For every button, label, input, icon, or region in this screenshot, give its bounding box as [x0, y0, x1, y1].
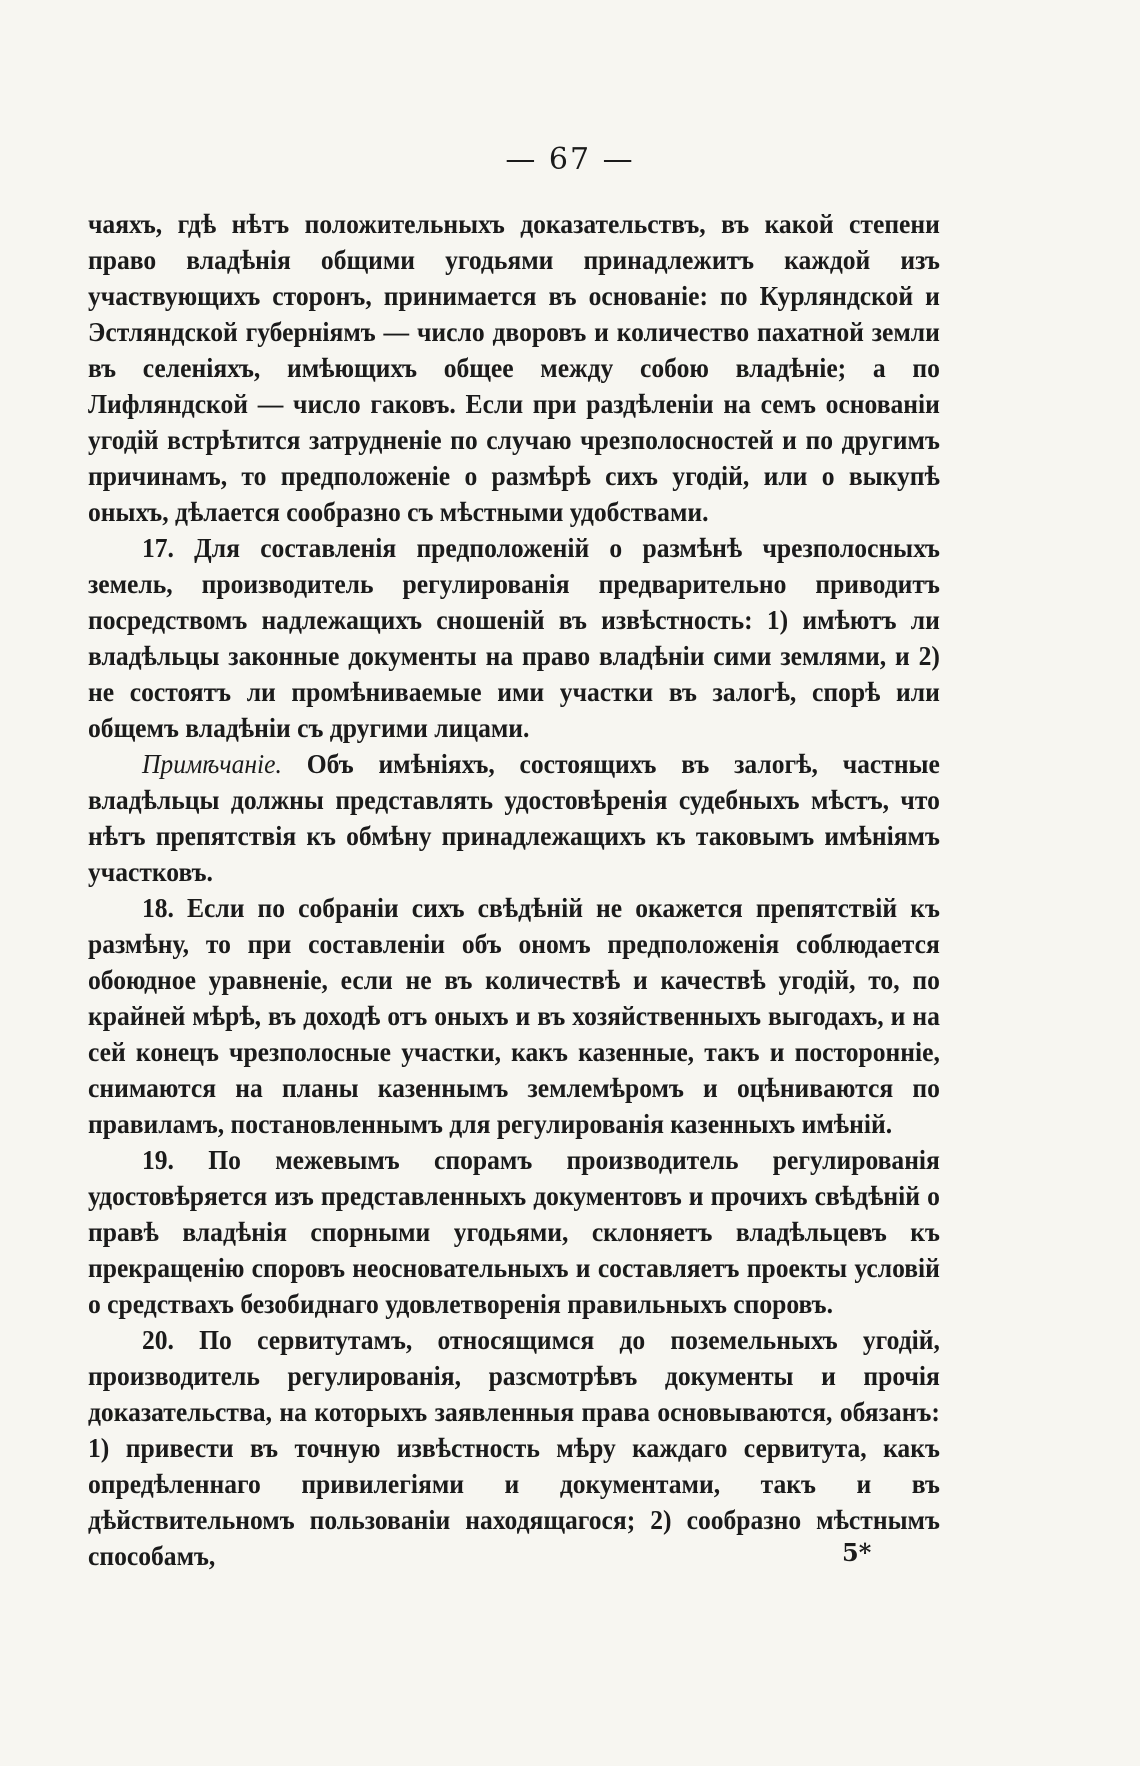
- main-text: [88, 206, 940, 1574]
- paragraph-19: 19. По межевымъ спорамъ производитель регулированія удостовѣряется изъ представленныхъ документовъ и прочихъ свѣдѣній о правѣ владѣнія спорными угодьями, склоняетъ владѣльцевъ къ прекращенію споровъ неосновательныхъ и составляетъ проекты условій о средствахъ безобиднаго удовлетворенія правильныхъ споровъ.: [88, 1144, 940, 1319]
- note-text: Объ имѣніяхъ, состоящихъ въ залогѣ, частные владѣльцы должны представлять удостовѣренія судебныхъ мѣстъ, что нѣтъ препятствія къ обмѣну принадлежащихъ къ таковымъ имѣніямъ участковъ.: [88, 748, 940, 887]
- note-label: Примѣчаніе.: [141, 748, 282, 779]
- signature-mark: 5*: [842, 1538, 872, 1567]
- note-paragraph: [88, 746, 940, 890]
- paragraph-continuation: чаяхъ, гдѣ нѣтъ положительныхъ доказательствъ, въ какой степени право владѣнія общими угодьями принадлежитъ каждой изъ участвующихъ сторонъ, принимается въ основаніе: по Курляндской и Эстляндской губерніямъ — число дворовъ и количество пахатной земли въ селеніяхъ, имѣющихъ общее между собою владѣніе; а по Лифляндской — число гаковъ. Если при раздѣленіи на семъ основаніи угодій встрѣтится затрудненіе по случаю чрезполосностей и по другимъ причинамъ, то предположеніе о размѣрѣ сихъ угодій, или о выкупѣ оныхъ, дѣлается сообразно съ мѣстными удобствами.: [88, 208, 940, 527]
- paragraph-17: 17. Для составленія предположеній о размѣнѣ чрезполосныхъ земель, производитель регулированія предварительно приводитъ посредствомъ надлежащихъ сношеній въ извѣстность: 1) имѣютъ ли владѣльцы законные документы на право владѣніи сими землями, и 2) не состоятъ ли промѣниваемые ими участки въ залогѣ, спорѣ или общемъ владѣніи съ другими лицами.: [88, 532, 940, 743]
- paragraph-20: 20. По сервитутамъ, относящимся до поземельныхъ угодій, производитель регулированія, разсмотрѣвъ документы и прочія доказательства, на которыхъ заявленныя права основываются, обязанъ: 1) привести въ точную извѣстность мѣру каждаго сервитута, какъ опредѣленнаго привилегіями и документами, такъ и въ дѣйствительномъ пользованіи находящагося; 2) сообразно мѣстнымъ способамъ,: [88, 1324, 940, 1571]
- page-number: — 67 —: [505, 142, 635, 177]
- paragraph-18: 18. Если по собраніи сихъ свѣдѣній не окажется препятствій къ размѣну, то при составленіи объ ономъ предположенія соблюдается обоюдное уравненіе, если не въ количествѣ и качествѣ угодій, то, по крайней мѣрѣ, въ доходѣ отъ оныхъ и въ хозяйственныхъ выгодахъ, и на сей конецъ чрезполосные участки, какъ казенные, такъ и посторонніе, снимаются на планы казеннымъ землемѣромъ и оцѣниваются по правиламъ, постановленнымъ для регулированія казенныхъ имѣній.: [88, 892, 940, 1139]
